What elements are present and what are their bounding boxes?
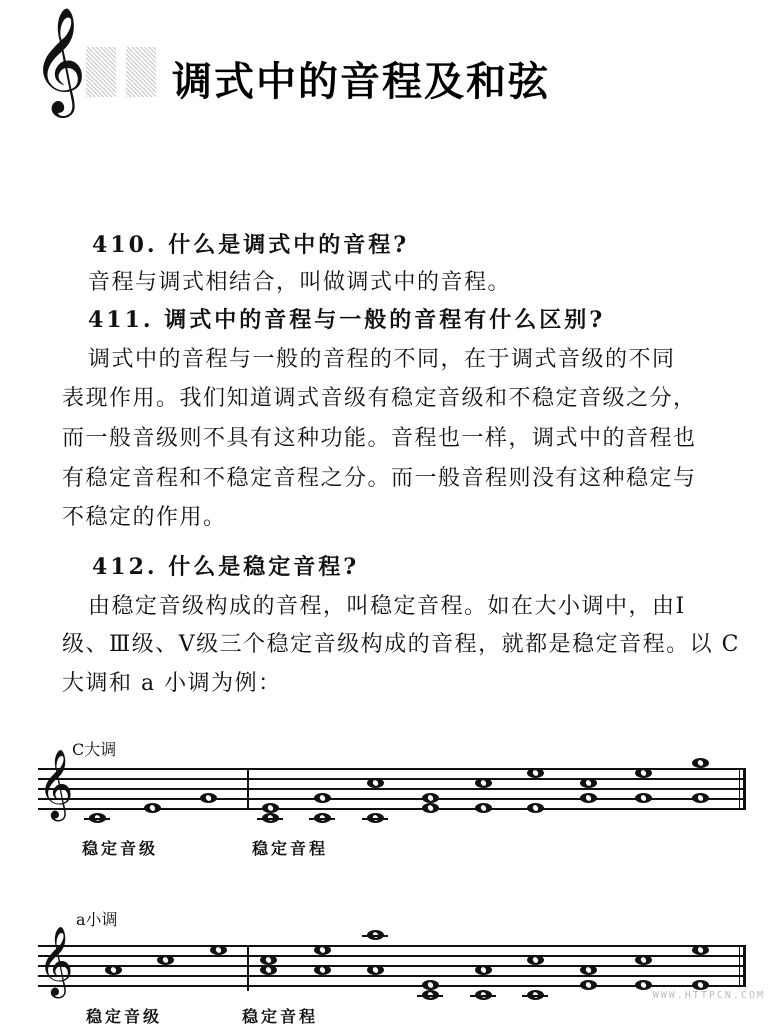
staff-a-minor [38,926,746,996]
question-411: 411. 调式中的音程与一般的音程有什么区别? [88,307,606,333]
ledger-line [309,818,335,820]
degree-whole-note [200,793,217,803]
interval-whole-note [422,980,439,990]
ledger-line [470,995,496,997]
section-number-badge [86,47,160,99]
key-label-c-major: C大调 [72,740,117,759]
interval-whole-note [580,965,597,975]
degree-whole-note [157,955,174,965]
answer-412-line-2: 级、Ⅲ级、Ⅴ级三个稳定音级构成的音程，就都是稳定音程。以 C [62,632,740,657]
question-412: 412. 什么是稳定音程? [92,554,360,580]
barline [247,768,249,809]
final-barline-thin [739,768,740,809]
interval-whole-note [475,965,492,975]
label-stable-intervals: 稳定音程 [242,1007,319,1026]
question-410: 410. 什么是调式中的音程? [92,232,410,258]
page-title: 调式中的音程及和弦 [172,59,550,105]
interval-whole-note [580,980,597,990]
interval-whole-note [367,778,384,788]
interval-whole-note [314,965,331,975]
answer-411-line-2: 表现作用。我们知道调式音级有稳定音级和不稳定音级之分， [62,386,697,411]
label-stable-degrees: 稳定音级 [82,839,159,858]
degree-whole-note [144,803,161,813]
interval-whole-note [262,803,279,813]
barline [247,945,249,991]
interval-whole-note [367,965,384,975]
answer-412-line-3: 大调和 a 小调为例： [62,671,282,696]
interval-whole-note [314,793,331,803]
ledger-line [362,935,388,937]
ledger-line [84,818,110,820]
answer-411-line-4: 有稳定音程和不稳定音程之分。而一般音程则没有这种稳定与 [62,466,697,491]
interval-whole-note [635,980,652,990]
interval-whole-note [635,793,652,803]
interval-whole-note [475,778,492,788]
interval-whole-note [692,945,709,955]
interval-whole-note [527,768,544,778]
interval-whole-note [527,955,544,965]
watermark: WWW.HTTPCN.COM [652,990,765,1001]
treble-clef-icon: 𝄞 [38,926,74,996]
interval-whole-note [692,758,709,768]
label-stable-intervals: 稳定音程 [252,839,329,858]
final-barline-thick [743,945,746,986]
interval-whole-note [635,955,652,965]
ledger-line [362,818,388,820]
interval-whole-note [475,803,492,813]
treble-clef-icon: 𝄞 [38,749,74,819]
interval-whole-note [527,803,544,813]
final-barline-thick [743,768,746,809]
interval-whole-note [635,768,652,778]
interval-whole-note [260,955,277,965]
treble-clef-icon: 𝄞 [32,6,87,113]
answer-411-line-5: 不稳定的作用。 [62,505,227,530]
interval-whole-note [580,778,597,788]
degree-whole-note [105,965,122,975]
ledger-line [417,995,443,997]
answer-412-line-1: 由稳定音级构成的音程，叫稳定音程。如在大小调中，由Ⅰ [88,594,686,619]
interval-whole-note [260,965,277,975]
ledger-line [257,818,283,820]
interval-whole-note [422,793,439,803]
interval-whole-note [580,793,597,803]
interval-whole-note [692,980,709,990]
ledger-line [522,995,548,997]
interval-whole-note [692,793,709,803]
label-stable-degrees: 稳定音级 [86,1007,163,1026]
final-barline-thin [739,945,740,986]
degree-whole-note [210,945,227,955]
interval-whole-note [422,803,439,813]
key-label-a-minor: a小调 [76,910,118,929]
interval-whole-note [314,945,331,955]
answer-411-line-1: 调式中的音程与一般的音程的不同，在于调式音级的不同 [88,347,676,372]
answer-411-line-3: 而一般音级则不具有这种功能。音程也一样，调式中的音程也 [62,426,697,451]
answer-410-line-1: 音程与调式相结合，叫做调式中的音程。 [88,270,512,295]
